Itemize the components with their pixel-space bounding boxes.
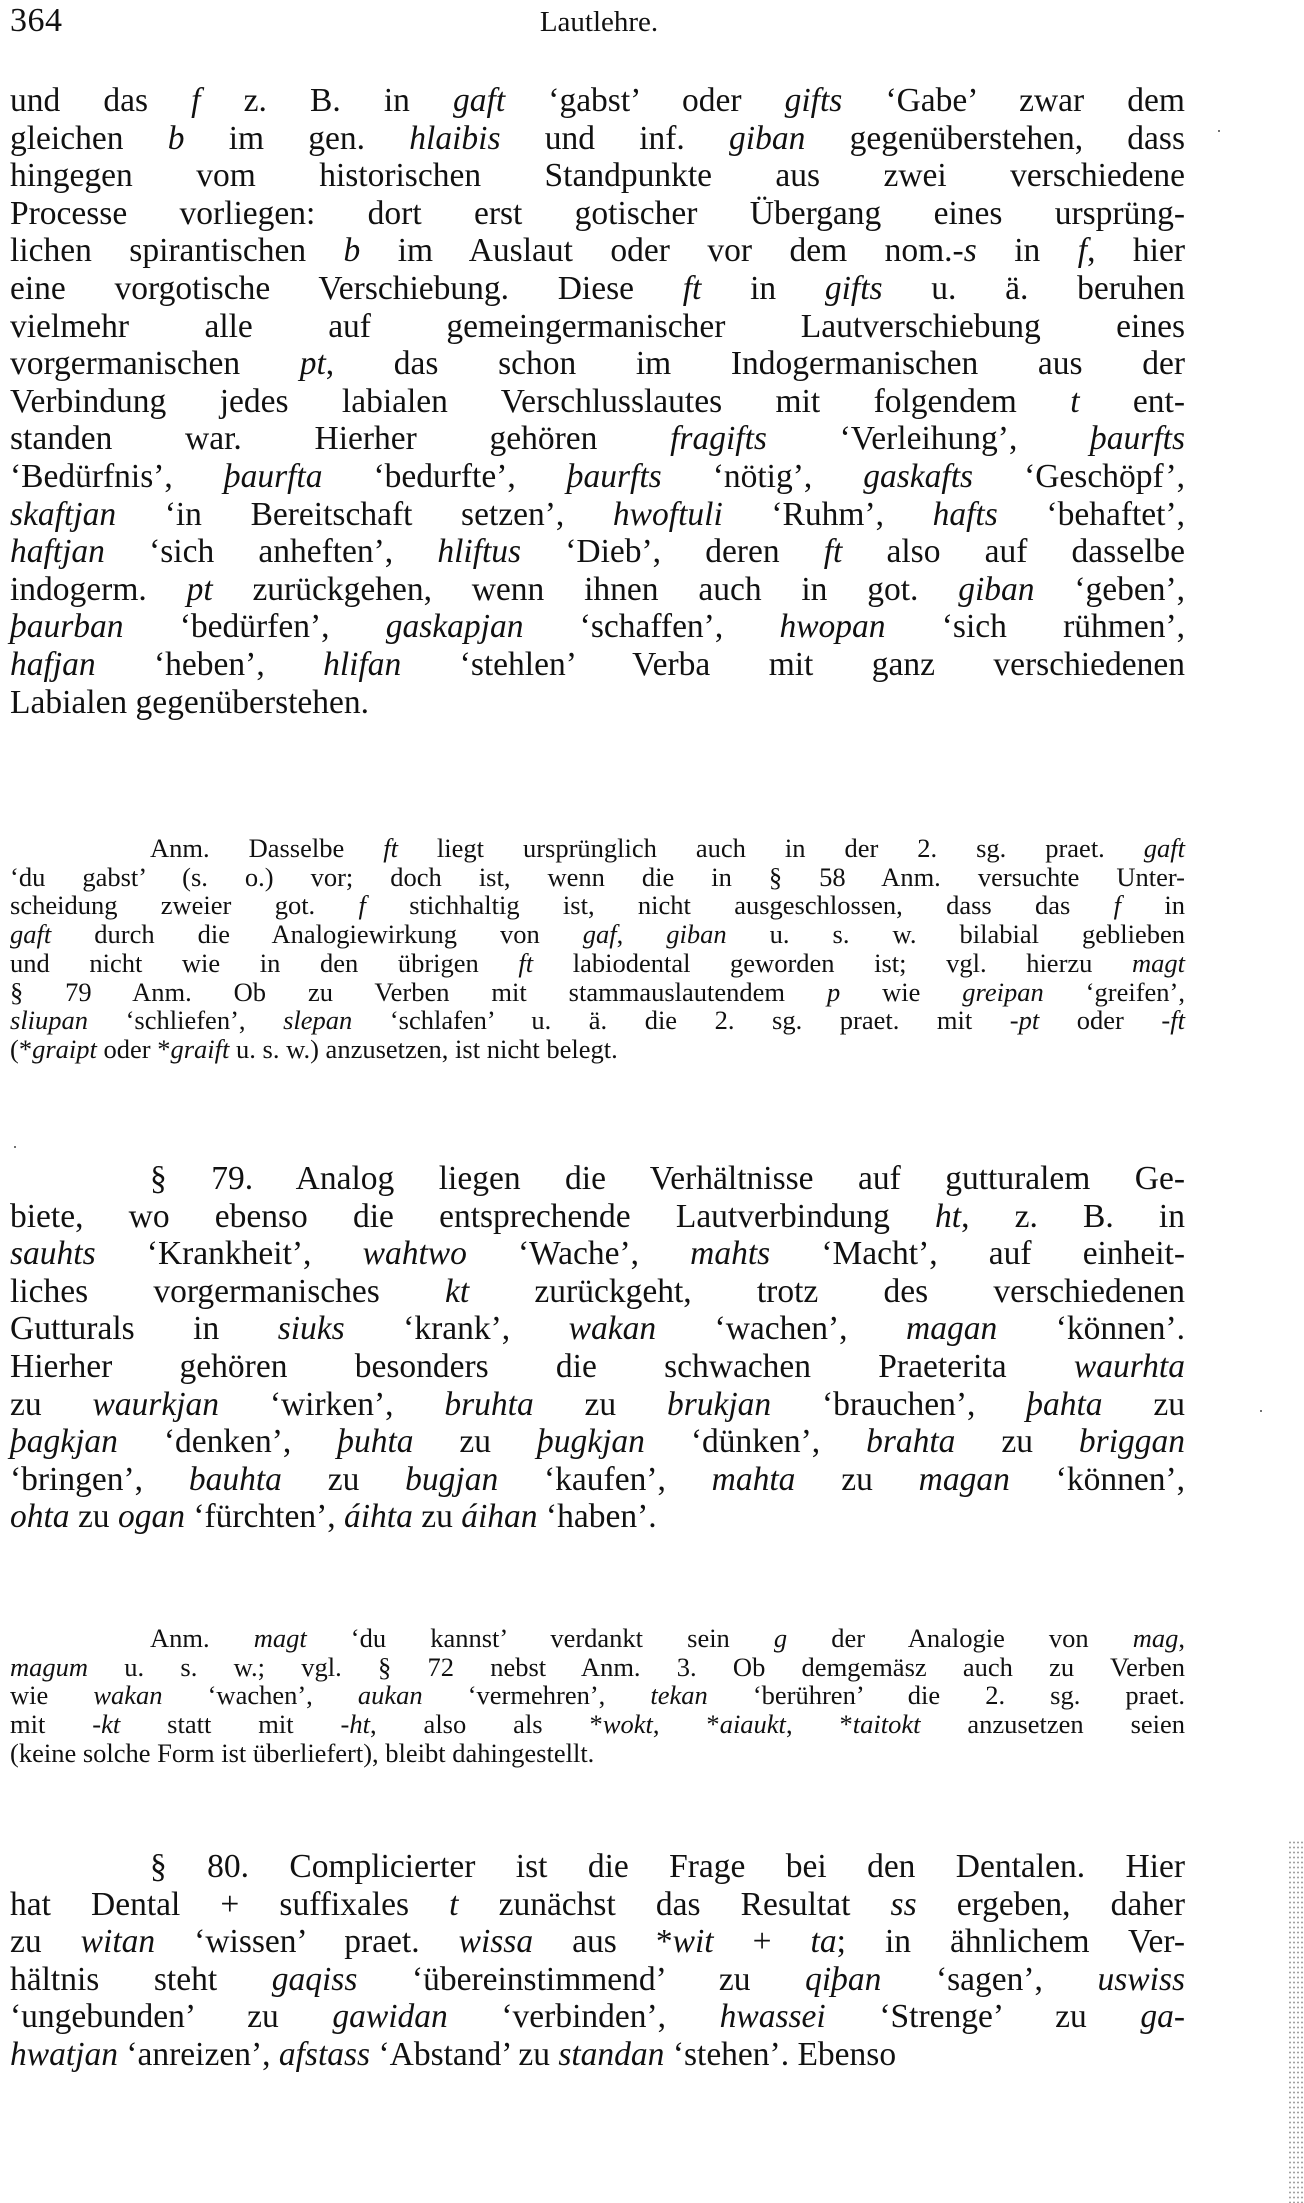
scan-speck xyxy=(14,1146,16,1148)
note-78 xyxy=(10,834,1185,1064)
text-line: indogerm. pt zurückgehen, wenn ihnen auch in got. giban ‘geben’, xyxy=(10,570,1185,608)
text-line: hältnis steht gaqiss ‘übereinstimmend’ zu qiþan ‘sagen’, uswiss xyxy=(10,1960,1186,1998)
section-80 xyxy=(10,1848,1185,2074)
text-line: biete, wo ebenso die entsprechende Lautverbindung ht, z. B. in xyxy=(10,1197,1185,1235)
text-line: scheidung zweier got. f stichhaltig ist, nicht ausgeschlossen, dass das f in xyxy=(10,890,1185,921)
text-line: Processe vorliegen: dort erst gotischer Übergang eines ursprüng- xyxy=(10,194,1185,232)
text-line: § 80. Complicierter ist die Frage bei den Dentalen. Hier xyxy=(150,1848,1185,1885)
scan-speck xyxy=(1260,1410,1262,1412)
scan-speck xyxy=(1218,130,1220,132)
scan-edge-noise xyxy=(1288,1840,1304,2203)
text-line: hwatjan ‘anreizen’, afstass ‘Abstand’ zu standan ‘stehen’. Ebenso xyxy=(10,2035,897,2073)
text-line: ‘Bedürfnis’, þaurfta ‘bedurfte’, þaurfts ‘nötig’, gaskafts ‘Geschöpf’, xyxy=(10,457,1185,495)
text-line: lichen spirantischen b im Auslaut oder vor dem nom.-s in f, hier xyxy=(10,232,1185,270)
text-line: und nicht wie in den übrigen ft labiodental geworden ist; vgl. hierzu magt xyxy=(10,947,1186,978)
text-line: sauhts ‘Krankheit’, wahtwo ‘Wache’, mahts ‘Macht’, auf einheit- xyxy=(10,1235,1186,1273)
text-line: hat Dental + suffixales t zunächst das Resultat ss ergeben, daher xyxy=(10,1885,1185,1923)
text-line: haftjan ‘sich anheften’, hliftus ‘Dieb’, deren ft also auf dasselbe xyxy=(10,533,1185,571)
text-line: ‘bringen’, bauhta zu bugjan ‘kaufen’, mahta zu magan ‘können’, xyxy=(10,1460,1185,1498)
text-line: þaurban ‘bedürfen’, gaskapjan ‘schaffen’, hwopan ‘sich rühmen’, xyxy=(10,608,1185,646)
text-line: Gutturals in siuks ‘krank’, wakan ‘wachen’, magan ‘können’. xyxy=(10,1310,1185,1348)
text-line: magum u. s. w.; vgl. § 72 nebst Anm. 3. Ob demgemäsz auch zu Verben xyxy=(10,1651,1185,1682)
text-line: (*graipt oder *graift u. s. w.) anzusetzen, ist nicht belegt. xyxy=(10,1033,618,1064)
text-line: Anm. Dasselbe ft liegt ursprünglich auch in der 2. sg. praet. gaft xyxy=(150,833,1186,863)
page-number: 364 xyxy=(10,2,63,39)
book-page xyxy=(10,0,1188,2073)
text-line: zu waurkjan ‘wirken’, bruhta zu brukjan ‘brauchen’, þahta zu xyxy=(10,1385,1185,1423)
text-line: ohta zu ogan ‘fürchten’, áihta zu áihan ‘haben’. xyxy=(10,1498,657,1536)
text-line: wie wakan ‘wachen’, aukan ‘vermehren’, tekan ‘berühren’ die 2. sg. praet. xyxy=(10,1680,1185,1711)
text-line: hafjan ‘heben’, hlifan ‘stehlen’ Verba mit ganz verschiedenen xyxy=(10,645,1185,683)
text-line: Hierher gehören besonders die schwachen Praeterita waurhta xyxy=(10,1347,1185,1385)
text-line: ‘du gabst’ (s. o.) vor; doch ist, wenn die in § 58 Anm. versuchte Unter- xyxy=(10,861,1185,892)
text-line: Anm. magt ‘du kannst’ verdankt sein g der Analogie von mag, xyxy=(150,1623,1186,1653)
text-line: § 79. Analog liegen die Verhältnisse auf gutturalem Ge- xyxy=(150,1160,1185,1197)
text-line: zu witan ‘wissen’ praet. wissa aus *wit + ta; in ähnlichem Ver- xyxy=(10,1923,1186,1961)
text-line: eine vorgotische Verschiebung. Diese ft in gifts u. ä. beruhen xyxy=(10,269,1185,307)
text-line: sliupan ‘schliefen’, slepan ‘schlafen’ u. ä. die 2. sg. praet. mit -pt oder -ft xyxy=(10,1005,1185,1036)
text-line: vielmehr alle auf gemeingermanischer Lautverschiebung eines xyxy=(10,307,1185,345)
running-head xyxy=(10,0,1188,60)
paragraph-78-continuation xyxy=(10,82,1185,721)
text-line: skaftjan ‘in Bereitschaft setzen’, hwoftuli ‘Ruhm’, hafts ‘behaftet’, xyxy=(10,495,1185,533)
text-line: mit -kt statt mit -ht, also als *wokt, *aiaukt, *taitokt anzusetzen seien xyxy=(10,1709,1186,1740)
text-line: (keine solche Form ist überliefert), bleibt dahingestellt. xyxy=(10,1737,595,1768)
text-line: þagkjan ‘denken’, þuhta zu þugkjan ‘dünken’, brahta zu briggan xyxy=(10,1423,1186,1461)
text-line: hingegen vom historischen Standpunkte aus zwei verschiedene xyxy=(10,157,1185,195)
text-line: ‘ungebunden’ zu gawidan ‘verbinden’, hwassei ‘Strenge’ zu ga- xyxy=(10,1998,1185,2036)
text-line: vorgermanischen pt, das schon im Indogermanischen aus der xyxy=(10,345,1185,383)
text-line: Labialen gegenüberstehen. xyxy=(10,683,370,721)
section-79 xyxy=(10,1160,1185,1536)
text-line: § 79 Anm. Ob zu Verben mit stammauslautendem p wie greipan ‘greifen’, xyxy=(10,976,1185,1007)
text-line: Verbindung jedes labialen Verschlusslautes mit folgendem t ent- xyxy=(10,382,1185,420)
text-line: und das f z. B. in gaft ‘gabst’ oder gifts ‘Gabe’ zwar dem xyxy=(10,82,1185,119)
text-line: standen war. Hierher gehören fragifts ‘Verleihung’, þaurfts xyxy=(10,420,1185,458)
text-line: liches vorgermanisches kt zurückgeht, trotz des verschiedenen xyxy=(10,1272,1185,1310)
running-title: Lautlehre. xyxy=(539,6,659,38)
text-line: gaft durch die Analogiewirkung von gaf, giban u. s. w. bilabial geblieben xyxy=(10,919,1185,950)
text-line: gleichen b im gen. hlaibis und inf. giban gegenüberstehen, dass xyxy=(10,119,1185,157)
note-79 xyxy=(10,1624,1185,1768)
